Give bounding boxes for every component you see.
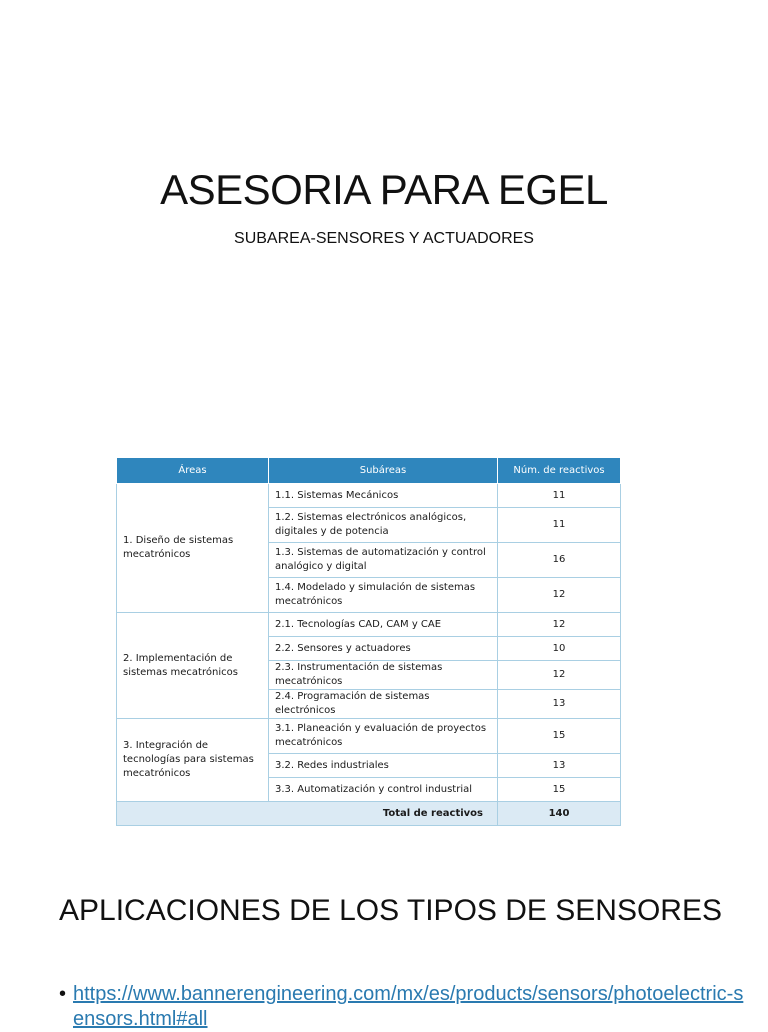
- num-cell: 16: [498, 543, 621, 578]
- table-row: [117, 613, 621, 637]
- subarea-cell: 3.3. Automatización y control industrial: [269, 778, 498, 802]
- header-areas: Áreas: [117, 458, 269, 484]
- area-cell: 1. Diseño de sistemas mecatrónicos: [117, 484, 269, 613]
- subarea-cell: 1.3. Sistemas de automatización y control analógico y digital: [269, 543, 498, 578]
- subarea-cell: 3.1. Planeación y evaluación de proyectos mecatrónicos: [269, 719, 498, 754]
- total-label: Total de reactivos: [117, 802, 498, 826]
- num-cell: 15: [498, 778, 621, 802]
- table-row: [117, 484, 621, 508]
- subarea-cell: 1.2. Sistemas electrónicos analógicos, digitales y de potencia: [269, 508, 498, 543]
- list-item: [59, 982, 749, 1032]
- section-heading: APLICACIONES DE LOS TIPOS DE SENSORES: [59, 894, 722, 927]
- reactivos-table-image: [116, 457, 620, 826]
- subarea-cell: 2.1. Tecnologías CAD, CAM y CAE: [269, 613, 498, 637]
- num-cell: 13: [498, 690, 621, 719]
- num-cell: 12: [498, 578, 621, 613]
- header-subareas: Subáreas: [269, 458, 498, 484]
- slide-subtitle: SUBAREA-SENSORES Y ACTUADORES: [234, 230, 534, 247]
- area-cell: 3. Integración de tecnologías para sistemas mecatrónicos: [117, 719, 269, 802]
- subarea-cell: 2.3. Instrumentación de sistemas mecatrónicos: [269, 661, 498, 690]
- num-cell: 11: [498, 508, 621, 543]
- table-total-row: [117, 802, 621, 826]
- reactivos-table: [116, 457, 621, 826]
- link-list: [59, 982, 749, 1032]
- num-cell: 11: [498, 484, 621, 508]
- slide-title: ASESORIA PARA EGEL: [160, 166, 608, 213]
- num-cell: 13: [498, 754, 621, 778]
- table-row: [117, 719, 621, 754]
- area-cell: 2. Implementación de sistemas mecatrónicos: [117, 613, 269, 719]
- num-cell: 10: [498, 637, 621, 661]
- subarea-cell: 2.4. Programación de sistemas electrónicos: [269, 690, 498, 719]
- total-value: 140: [498, 802, 621, 826]
- header-num-reactivos: Núm. de reactivos: [498, 458, 621, 484]
- num-cell: 12: [498, 613, 621, 637]
- subarea-cell: 2.2. Sensores y actuadores: [269, 637, 498, 661]
- table-header-row: [117, 458, 621, 484]
- subarea-cell: 1.1. Sistemas Mecánicos: [269, 484, 498, 508]
- subarea-cell: 1.4. Modelado y simulación de sistemas mecatrónicos: [269, 578, 498, 613]
- bullet-icon: •: [59, 983, 67, 1005]
- banner-sensors-link[interactable]: https://www.bannerengineering.com/mx/es/products/sensors/photoelectric-sensors.html#all: [73, 983, 744, 1030]
- num-cell: 15: [498, 719, 621, 754]
- num-cell: 12: [498, 661, 621, 690]
- subarea-cell: 3.2. Redes industriales: [269, 754, 498, 778]
